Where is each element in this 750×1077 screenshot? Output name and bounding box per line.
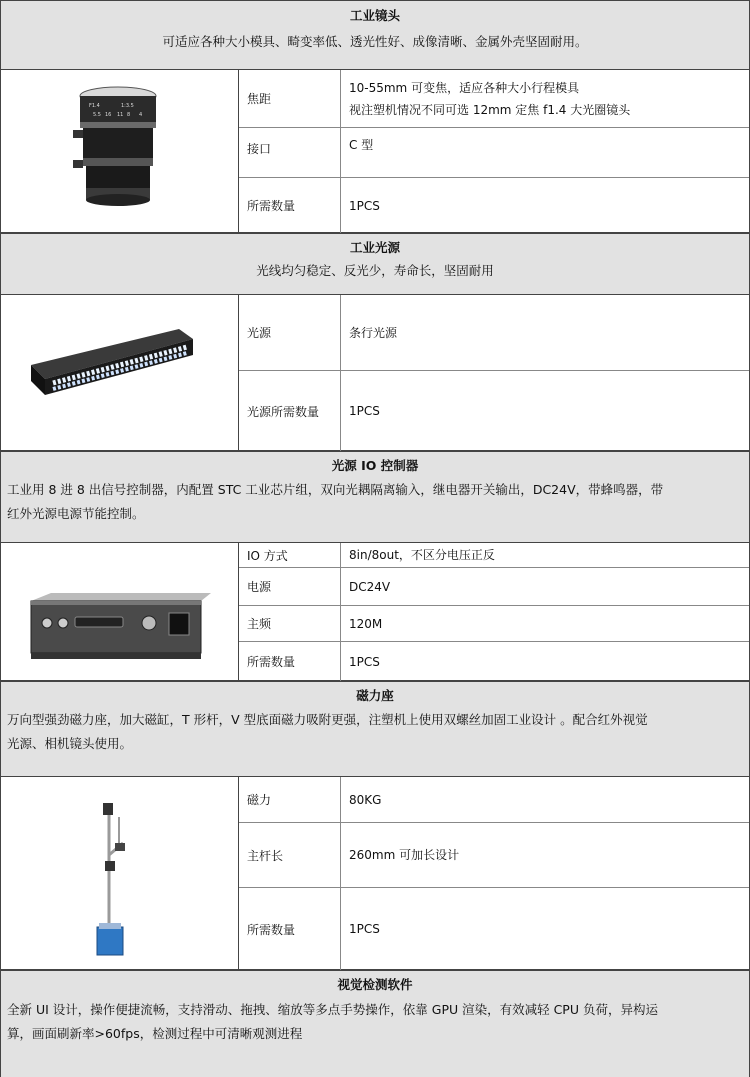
spec-key: IO 方式 <box>239 543 341 567</box>
spec-value-line: 1PCS <box>349 404 380 418</box>
spec-value <box>341 777 749 822</box>
section-description-line: 万向型强劲磁力座，加大磁缸，T 形杆，V 型底面磁力吸附更强，注塑机上使用双螺丝加固工业设计 。配合红外视觉 <box>7 712 648 727</box>
spec-table-magnetic-base <box>1 777 749 970</box>
spec-row <box>239 823 749 888</box>
spec-key: 焦距 <box>239 70 341 127</box>
spec-value-line: 1PCS <box>349 922 380 936</box>
spec-value <box>341 371 749 451</box>
spec-row <box>239 543 749 568</box>
lens-icon <box>1 70 239 233</box>
spec-value <box>341 128 749 177</box>
spec-key: 所需数量 <box>239 888 341 970</box>
spec-table-lens <box>1 70 749 233</box>
spec-key: 接口 <box>239 128 341 177</box>
spec-value <box>341 888 749 970</box>
spec-key: 所需数量 <box>239 178 341 233</box>
section-header-software <box>1 970 749 1077</box>
spec-value-line: 80KG <box>349 792 382 807</box>
spec-value-line: 视注塑机情况不同可选 12mm 定焦 f1.4 大光圈镜头 <box>349 102 631 117</box>
lens-image <box>1 70 239 232</box>
spec-row <box>239 128 749 178</box>
section-description-line: 算，画面刷新率>60fps，检测过程中可清晰观测进程 <box>7 1026 303 1041</box>
spec-value-line: 260mm 可加长设计 <box>349 848 460 862</box>
spec-value <box>341 823 749 887</box>
spec-value <box>341 642 749 681</box>
spec-row <box>239 606 749 642</box>
section-description-line: 红外光源电源节能控制。 <box>7 506 145 521</box>
section-title: 光源 IO 控制器 <box>331 458 419 473</box>
spec-value-line: DC24V <box>349 579 391 594</box>
lens-marking: 1:3.5 <box>121 103 134 109</box>
spec-row <box>239 371 749 451</box>
spec-row <box>239 295 749 371</box>
section-title: 视觉检测软件 <box>337 977 413 992</box>
spec-value-line: 120M <box>349 616 383 631</box>
spec-value-line: 10-55mm 可变焦，适应各种大小行程模具 <box>349 80 580 95</box>
section-title: 磁力座 <box>356 688 394 703</box>
spec-value-line: 8in/8out，不区分电压正反 <box>349 548 495 562</box>
spec-key: 所需数量 <box>239 642 341 681</box>
spec-value <box>341 543 749 567</box>
magnetic-base-image <box>1 777 239 969</box>
section-header-lens <box>1 0 749 70</box>
spec-value-line: 条行光源 <box>349 325 398 340</box>
spec-value-line: C 型 <box>349 138 374 152</box>
lens-marking: 11 <box>117 112 124 118</box>
section-header-controller <box>1 451 749 543</box>
section-title: 工业光源 <box>349 240 400 255</box>
lens-marking: 4 <box>139 112 143 118</box>
spec-row <box>239 568 749 606</box>
spec-key: 主杆长 <box>239 823 341 887</box>
spec-value <box>341 178 749 233</box>
spec-table-light <box>1 295 749 451</box>
spec-key: 光源 <box>239 295 341 370</box>
spec-value <box>341 70 749 127</box>
section-header-magnetic-base <box>1 681 749 777</box>
section-description: 可适应各种大小模具、畸变率低、透光性好、成像清晰、金属外壳坚固耐用。 <box>162 34 588 49</box>
spec-value <box>341 606 749 641</box>
lens-marking: 16 <box>105 112 112 118</box>
spec-value-line: 1PCS <box>349 198 380 213</box>
spec-table-controller <box>1 543 749 681</box>
lens-marking: 8 <box>127 112 131 118</box>
lens-marking: 5.5 <box>93 112 101 118</box>
spec-value <box>341 568 749 605</box>
spec-value <box>341 295 749 370</box>
section-header-light <box>1 233 749 295</box>
section-description-line: 全新 UI 设计，操作便捷流畅，支持滑动、拖拽、缩放等多点手势操作，依靠 GPU 渲染，有效减轻 CPU 负荷，异构运 <box>7 1002 658 1017</box>
spec-row <box>239 777 749 823</box>
controller-box-icon <box>1 543 239 681</box>
section-description-line: 光源、相机镜头使用。 <box>7 736 133 751</box>
spec-row <box>239 70 749 128</box>
spec-key: 电源 <box>239 568 341 605</box>
spec-value-line: 1PCS <box>349 654 380 669</box>
section-description: 光线均匀稳定、反光少，寿命长，坚固耐用 <box>256 263 494 278</box>
controller-image <box>1 543 239 680</box>
section-description-line: 工业用 8 进 8 出信号控制器，内配置 STC 工业芯片组，双向光耦隔离输入，继电器开关输出，DC24V，带蜂鸣器，带 <box>7 482 664 497</box>
spec-row <box>239 888 749 970</box>
magnetic-base-icon <box>1 777 239 970</box>
led-bar-light-icon <box>1 295 239 451</box>
spec-key: 主频 <box>239 606 341 641</box>
lens-marking: F1.4 <box>89 103 100 109</box>
spec-row <box>239 642 749 681</box>
spec-row <box>239 178 749 233</box>
section-title: 工业镜头 <box>349 8 400 23</box>
light-image <box>1 295 239 450</box>
spec-key: 磁力 <box>239 777 341 822</box>
spec-key: 光源所需数量 <box>239 371 341 451</box>
